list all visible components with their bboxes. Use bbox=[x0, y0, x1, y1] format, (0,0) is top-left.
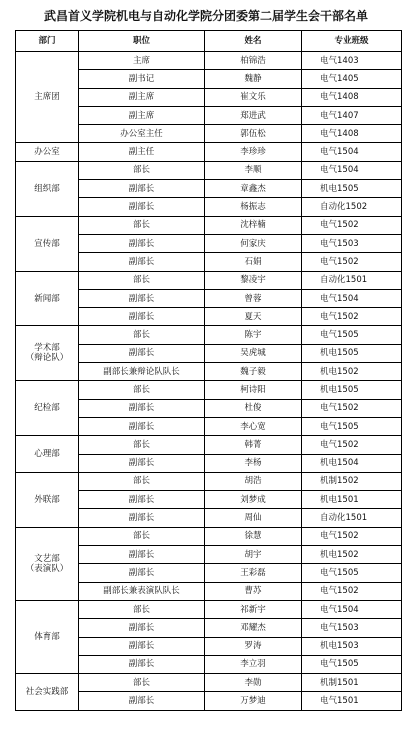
major-cell: 机电1501 bbox=[302, 491, 402, 509]
page-title: 武昌首义学院机电与自动化学院分团委第二届学生会干部名单 bbox=[43, 9, 368, 23]
major-cell: 自动化1501 bbox=[302, 271, 402, 289]
major-cell: 机电1505 bbox=[302, 180, 402, 198]
position-cell: 副书记 bbox=[79, 70, 205, 88]
department-cell: 纪检部 bbox=[16, 381, 79, 436]
department-cell: 学术部 （辩论队） bbox=[16, 326, 79, 381]
position-cell: 副部长 bbox=[79, 655, 205, 673]
name-cell: 沈梓楠 bbox=[205, 216, 302, 234]
position-cell: 副部长 bbox=[79, 546, 205, 564]
department-cell: 社会实践部 bbox=[16, 674, 79, 711]
department-cell: 主席团 bbox=[16, 52, 79, 143]
name-cell: 刘梦成 bbox=[205, 491, 302, 509]
name-cell: 夏天 bbox=[205, 308, 302, 326]
department-cell: 体育部 bbox=[16, 600, 79, 673]
name-cell: 韩菁 bbox=[205, 436, 302, 454]
header-row bbox=[16, 31, 402, 52]
name-cell: 曾蓉 bbox=[205, 289, 302, 307]
position-cell: 部长 bbox=[79, 271, 205, 289]
position-cell: 副部长 bbox=[79, 198, 205, 216]
position-cell: 副部长 bbox=[79, 509, 205, 527]
department-cell: 组织部 bbox=[16, 161, 79, 216]
position-cell: 副部长 bbox=[79, 564, 205, 582]
name-cell: 何家庆 bbox=[205, 234, 302, 252]
name-cell: 崔文乐 bbox=[205, 88, 302, 106]
major-cell: 机电1505 bbox=[302, 344, 402, 362]
major-cell: 电气1408 bbox=[302, 125, 402, 143]
department-cell: 新闻部 bbox=[16, 271, 79, 326]
major-cell: 电气1403 bbox=[302, 52, 402, 70]
major-cell: 电气1505 bbox=[302, 655, 402, 673]
position-cell: 部长 bbox=[79, 527, 205, 545]
major-cell: 电气1502 bbox=[302, 308, 402, 326]
table-row bbox=[16, 143, 402, 161]
name-cell: 郭伍松 bbox=[205, 125, 302, 143]
name-cell: 李心宽 bbox=[205, 417, 302, 435]
table-row bbox=[16, 381, 402, 399]
name-cell: 黎凌宇 bbox=[205, 271, 302, 289]
position-cell: 副部长 bbox=[79, 234, 205, 252]
name-cell: 郑进武 bbox=[205, 106, 302, 124]
name-cell: 李杨 bbox=[205, 454, 302, 472]
name-cell: 吴虎城 bbox=[205, 344, 302, 362]
major-cell: 机电1503 bbox=[302, 637, 402, 655]
position-cell: 部长 bbox=[79, 600, 205, 618]
position-cell: 副部长 bbox=[79, 289, 205, 307]
major-cell: 电气1407 bbox=[302, 106, 402, 124]
department-cell: 宣传部 bbox=[16, 216, 79, 271]
position-cell: 办公室主任 bbox=[79, 125, 205, 143]
position-cell: 副部长 bbox=[79, 344, 205, 362]
major-cell: 机电1502 bbox=[302, 363, 402, 381]
department-cell: 办公室 bbox=[16, 143, 79, 161]
major-cell: 电气1505 bbox=[302, 326, 402, 344]
department-cell: 心理部 bbox=[16, 436, 79, 473]
major-cell: 自动化1501 bbox=[302, 509, 402, 527]
name-cell: 万梦迪 bbox=[205, 692, 302, 710]
position-cell: 副主席 bbox=[79, 88, 205, 106]
name-cell: 石娟 bbox=[205, 253, 302, 271]
name-cell: 柏锦浩 bbox=[205, 52, 302, 70]
major-cell: 电气1405 bbox=[302, 70, 402, 88]
position-cell: 部长 bbox=[79, 674, 205, 692]
major-cell: 机电1502 bbox=[302, 546, 402, 564]
position-cell: 部长 bbox=[79, 161, 205, 179]
header-major: 专业班级 bbox=[302, 31, 402, 52]
department-cell: 文艺部 （表演队） bbox=[16, 527, 79, 600]
name-cell: 王彩磊 bbox=[205, 564, 302, 582]
major-cell: 自动化1502 bbox=[302, 198, 402, 216]
table-row bbox=[16, 326, 402, 344]
name-cell: 章鑫杰 bbox=[205, 180, 302, 198]
major-cell: 电气1502 bbox=[302, 216, 402, 234]
name-cell: 胡浩 bbox=[205, 472, 302, 490]
name-cell: 李顺 bbox=[205, 161, 302, 179]
major-cell: 电气1408 bbox=[302, 88, 402, 106]
header-name: 姓名 bbox=[205, 31, 302, 52]
name-cell: 徐慧 bbox=[205, 527, 302, 545]
position-cell: 副部长 bbox=[79, 417, 205, 435]
position-cell: 副部长 bbox=[79, 637, 205, 655]
name-cell: 杨振志 bbox=[205, 198, 302, 216]
major-cell: 电气1504 bbox=[302, 143, 402, 161]
major-cell: 电气1502 bbox=[302, 582, 402, 600]
name-cell: 李勋 bbox=[205, 674, 302, 692]
major-cell: 机电1505 bbox=[302, 381, 402, 399]
major-cell: 电气1502 bbox=[302, 527, 402, 545]
position-cell: 部长 bbox=[79, 326, 205, 344]
position-cell: 副部长 bbox=[79, 491, 205, 509]
name-cell: 柯诗阳 bbox=[205, 381, 302, 399]
table-row bbox=[16, 472, 402, 490]
position-cell: 副部长 bbox=[79, 180, 205, 198]
position-cell: 部长 bbox=[79, 436, 205, 454]
major-cell: 电气1504 bbox=[302, 600, 402, 618]
major-cell: 电气1502 bbox=[302, 399, 402, 417]
major-cell: 电气1502 bbox=[302, 436, 402, 454]
position-cell: 副部长 bbox=[79, 619, 205, 637]
roster-table bbox=[15, 30, 402, 711]
position-cell: 副主任 bbox=[79, 143, 205, 161]
header-position: 职位 bbox=[79, 31, 205, 52]
table-row bbox=[16, 527, 402, 545]
position-cell: 副部长 bbox=[79, 692, 205, 710]
name-cell: 祁新宇 bbox=[205, 600, 302, 618]
major-cell: 电气1501 bbox=[302, 692, 402, 710]
name-cell: 李珍珍 bbox=[205, 143, 302, 161]
position-cell: 副部长 bbox=[79, 454, 205, 472]
position-cell: 部长 bbox=[79, 216, 205, 234]
name-cell: 陈宇 bbox=[205, 326, 302, 344]
major-cell: 机制1501 bbox=[302, 674, 402, 692]
table-row bbox=[16, 436, 402, 454]
major-cell: 电气1505 bbox=[302, 417, 402, 435]
header-dept: 部门 bbox=[16, 31, 79, 52]
position-cell: 副部长 bbox=[79, 308, 205, 326]
major-cell: 电气1503 bbox=[302, 619, 402, 637]
major-cell: 电气1502 bbox=[302, 253, 402, 271]
major-cell: 电气1503 bbox=[302, 234, 402, 252]
name-cell: 李立羽 bbox=[205, 655, 302, 673]
major-cell: 机电1504 bbox=[302, 454, 402, 472]
position-cell: 部长 bbox=[79, 472, 205, 490]
position-cell: 副部长 bbox=[79, 399, 205, 417]
name-cell: 杜俊 bbox=[205, 399, 302, 417]
table-row bbox=[16, 216, 402, 234]
major-cell: 电气1504 bbox=[302, 289, 402, 307]
major-cell: 机制1502 bbox=[302, 472, 402, 490]
position-cell: 副部长兼表演队队长 bbox=[79, 582, 205, 600]
name-cell: 胡宇 bbox=[205, 546, 302, 564]
department-cell: 外联部 bbox=[16, 472, 79, 527]
position-cell: 副主席 bbox=[79, 106, 205, 124]
name-cell: 魏静 bbox=[205, 70, 302, 88]
name-cell: 魏子毅 bbox=[205, 363, 302, 381]
position-cell: 部长 bbox=[79, 381, 205, 399]
name-cell: 曹苏 bbox=[205, 582, 302, 600]
table-row bbox=[16, 161, 402, 179]
major-cell: 电气1505 bbox=[302, 564, 402, 582]
position-cell: 副部长兼辩论队队长 bbox=[79, 363, 205, 381]
roster-body bbox=[16, 52, 402, 711]
table-row bbox=[16, 271, 402, 289]
name-cell: 周仙 bbox=[205, 509, 302, 527]
position-cell: 副部长 bbox=[79, 253, 205, 271]
name-cell: 罗涛 bbox=[205, 637, 302, 655]
table-row bbox=[16, 52, 402, 70]
major-cell: 电气1504 bbox=[302, 161, 402, 179]
table-row bbox=[16, 600, 402, 618]
position-cell: 主席 bbox=[79, 52, 205, 70]
table-row bbox=[16, 674, 402, 692]
name-cell: 邓耀杰 bbox=[205, 619, 302, 637]
